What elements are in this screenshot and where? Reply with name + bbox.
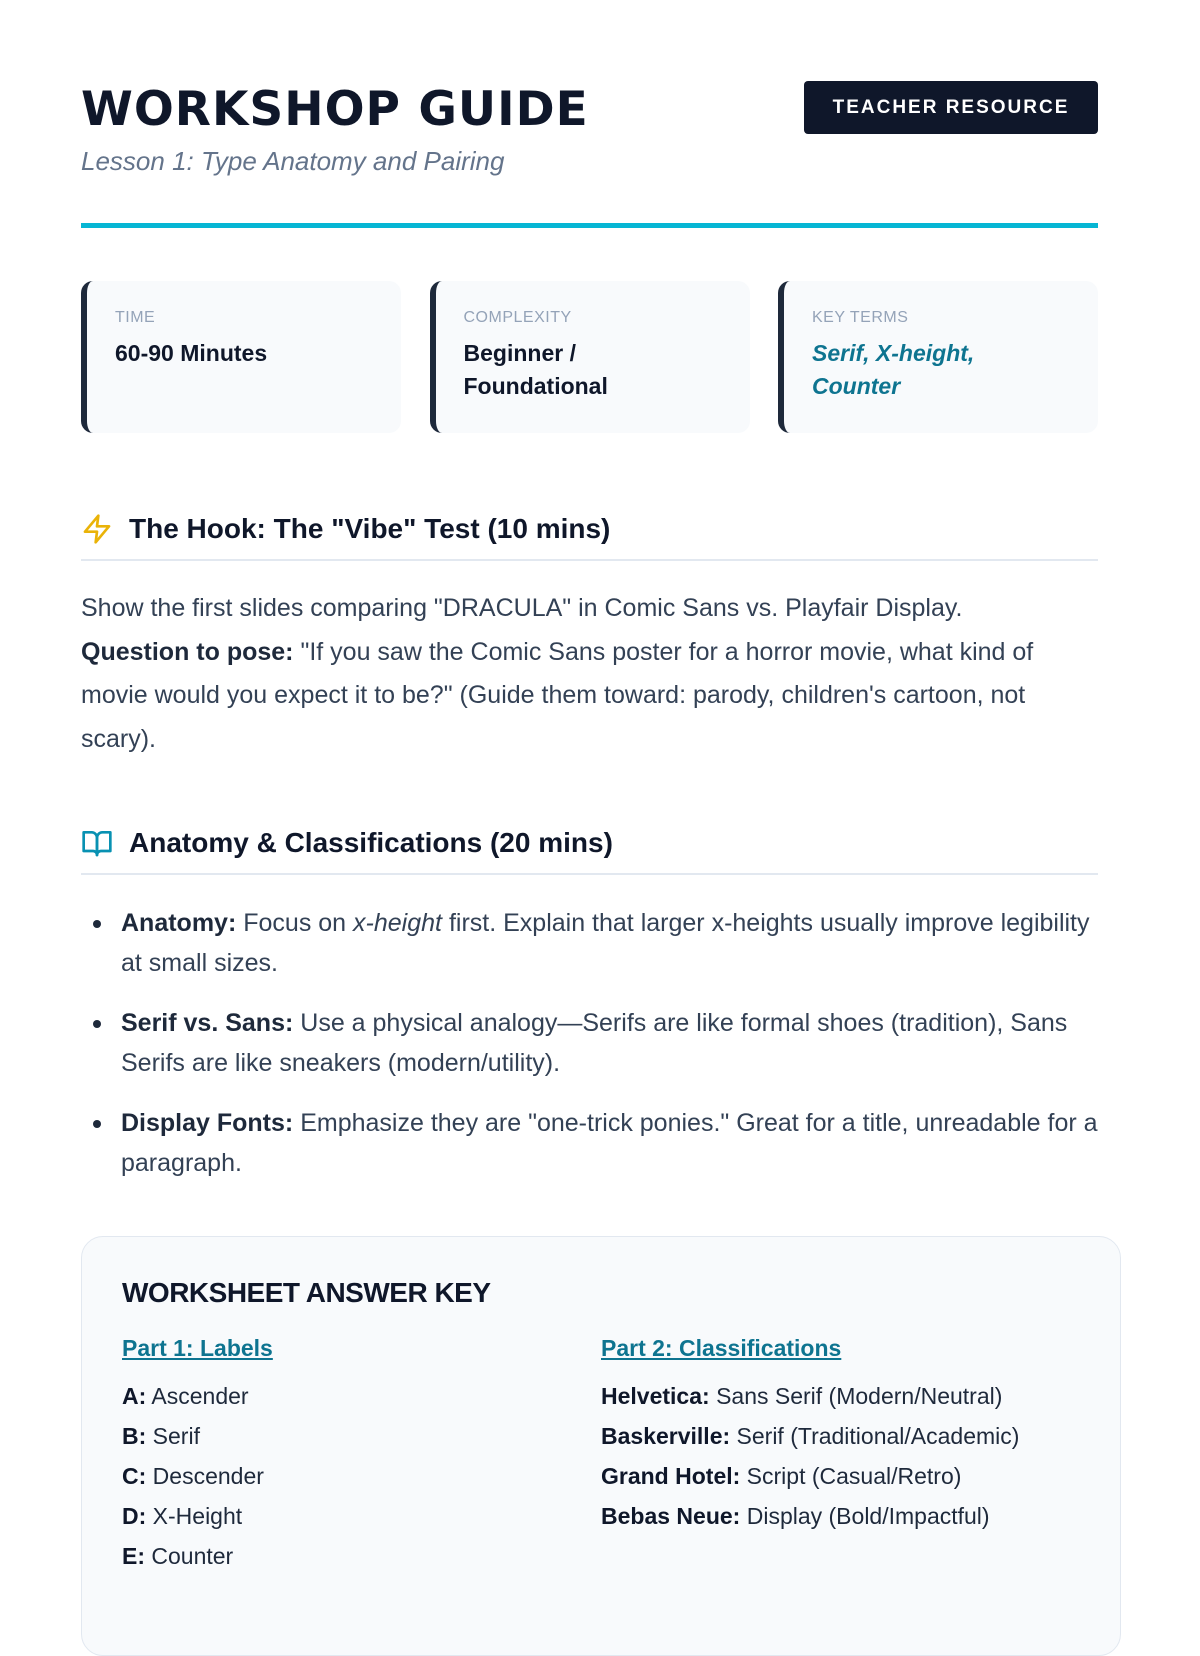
answer-value: X-Height <box>152 1503 243 1529</box>
answer-key: B: <box>122 1423 147 1449</box>
header <box>81 0 1098 228</box>
answer-key-title: WORKSHEET ANSWER KEY <box>122 1277 491 1308</box>
info-cards <box>81 281 1098 433</box>
card-value: Serif, X-height, Counter <box>812 340 975 399</box>
item-pre: Focus on <box>243 909 347 937</box>
answer-key-box <box>81 1236 1121 1656</box>
answer-key: E: <box>122 1543 145 1569</box>
answer-value: Serif (Traditional/Academic) <box>736 1423 1020 1449</box>
card-label: TIME <box>115 309 156 326</box>
item-label: Display Fonts: <box>121 1109 294 1137</box>
hook-paragraph <box>81 587 1098 761</box>
answer-key: Helvetica: <box>601 1383 710 1409</box>
answer-col-labels <box>122 1335 601 1576</box>
hook-intro: Show the first slides comparing "DRACULA" in Comic Sans vs. Playfair Display. <box>81 594 963 622</box>
item-text: Use a physical analogy—Serifs are like formal shoes (tradition), Sans Serifs are like sneakers (modern/utility). <box>121 1009 1068 1077</box>
answer-row <box>601 1456 1080 1496</box>
hook-section <box>81 499 1098 761</box>
info-card-key-terms <box>778 281 1098 433</box>
item-em: x-height <box>353 909 442 937</box>
question-text: "If you saw the Comic Sans poster for a horror movie, what kind of movie would you expect it to be?" (Guide them toward: parody, children's cartoon, not scary). <box>81 637 1034 753</box>
page-subtitle: Lesson 1: Type Anatomy and Pairing <box>81 146 505 176</box>
item-label: Anatomy: <box>121 909 237 937</box>
answer-row <box>601 1496 1080 1536</box>
item-label: Serif vs. Sans: <box>121 1009 294 1037</box>
answer-value: Script (Casual/Retro) <box>746 1463 962 1489</box>
card-value: 60-90 Minutes <box>115 340 268 366</box>
answer-col-classifications <box>601 1335 1080 1576</box>
answer-value: Descender <box>152 1463 264 1489</box>
answer-key: D: <box>122 1503 147 1529</box>
section-header <box>81 813 1098 875</box>
answer-row <box>122 1536 601 1576</box>
list-item <box>81 1003 1098 1083</box>
answer-value: Serif <box>152 1423 200 1449</box>
list-item <box>81 1103 1098 1183</box>
info-card-time <box>81 281 401 433</box>
answer-value: Sans Serif (Modern/Neutral) <box>716 1383 1003 1409</box>
card-label: COMPLEXITY <box>463 309 572 326</box>
answer-value: Counter <box>151 1543 234 1569</box>
answer-row <box>122 1376 601 1416</box>
section-title: Anatomy & Classifications (20 mins) <box>129 827 613 858</box>
page-title: WORKSHOP GUIDE <box>81 82 589 137</box>
question-label: Question to pose: <box>81 637 294 666</box>
card-label: KEY TERMS <box>812 309 909 326</box>
answer-key-columns <box>122 1335 1080 1576</box>
list-item <box>81 903 1098 983</box>
answer-key: C: <box>122 1463 147 1489</box>
answer-row <box>122 1456 601 1496</box>
answer-key: Baskerville: <box>601 1423 731 1449</box>
answer-row <box>122 1416 601 1456</box>
answer-value: Ascender <box>151 1383 249 1409</box>
answer-key: Bebas Neue: <box>601 1503 741 1529</box>
answer-row <box>601 1376 1080 1416</box>
card-value: Beginner / Foundational <box>463 340 608 399</box>
part2-heading[interactable]: Part 2: Classifications <box>601 1335 842 1361</box>
section-title: The Hook: The "Vibe" Test (10 mins) <box>129 513 611 544</box>
item-text: first. Explain that larger x-heights usually improve legibility at small sizes. <box>121 909 1090 977</box>
anatomy-list <box>81 903 1098 1183</box>
teacher-resource-badge: TEACHER RESOURCE <box>804 81 1098 134</box>
answer-row <box>601 1416 1080 1456</box>
anatomy-section <box>81 813 1098 1183</box>
answer-row <box>122 1496 601 1536</box>
answer-value: Display (Bold/Impactful) <box>746 1503 990 1529</box>
section-header <box>81 499 1098 561</box>
answer-key: Grand Hotel: <box>601 1463 741 1489</box>
book-icon <box>81 827 113 859</box>
part1-heading[interactable]: Part 1: Labels <box>122 1335 273 1361</box>
lightning-icon <box>81 513 113 545</box>
answer-key: A: <box>122 1383 147 1409</box>
info-card-complexity <box>430 281 750 433</box>
item-text: Emphasize they are "one-trick ponies." Great for a title, unreadable for a paragraph. <box>121 1109 1098 1177</box>
